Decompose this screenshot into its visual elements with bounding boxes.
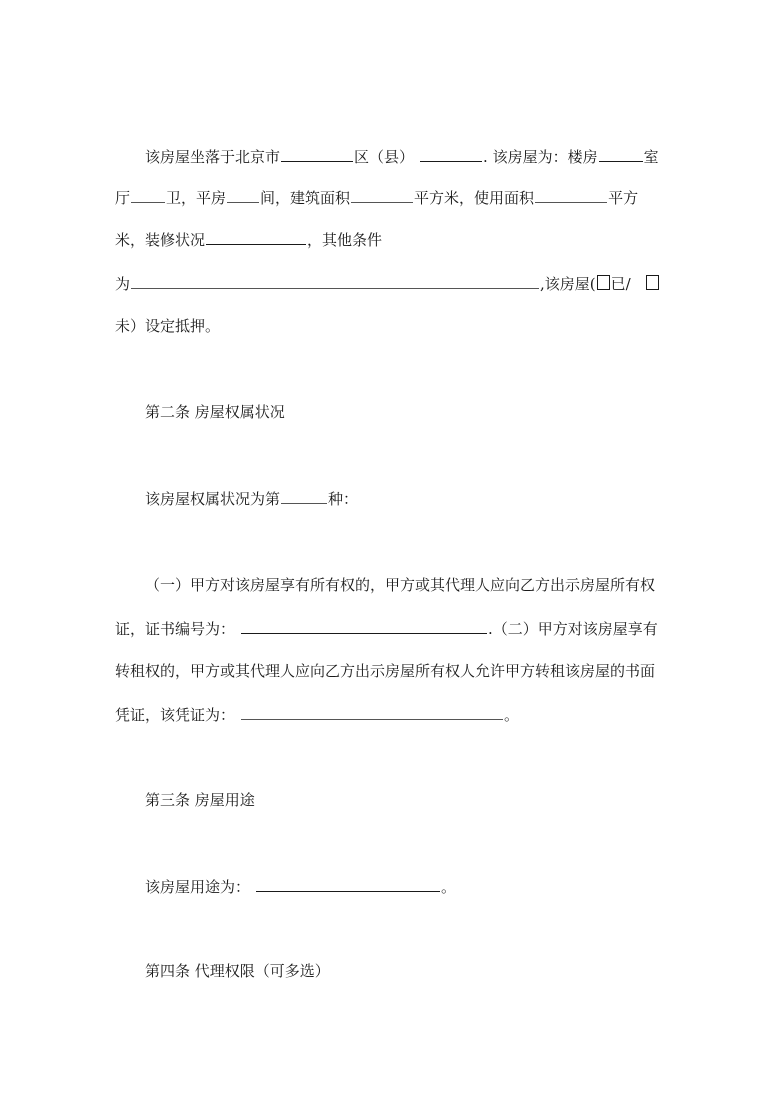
text: 。: [441, 878, 457, 896]
building-area-blank[interactable]: [351, 186, 413, 203]
location-line: [145, 145, 659, 167]
text: 平方米，使用面积: [414, 189, 535, 207]
rooms-blank[interactable]: [599, 145, 643, 162]
text: 该房屋用途为：: [145, 878, 251, 896]
text: 。: [504, 706, 520, 724]
usable-area-blank[interactable]: [535, 186, 607, 203]
text: 种：: [328, 490, 359, 508]
mortgage-line: [115, 315, 220, 337]
text: 该房屋权属状况为第: [145, 490, 281, 508]
voucher-blank[interactable]: [241, 703, 503, 720]
bungalow-blank[interactable]: [227, 186, 259, 203]
text: 平方: [608, 189, 639, 207]
text: 米，装修状况: [115, 231, 206, 249]
text: 卫，平房: [166, 189, 227, 207]
text: 室: [643, 148, 659, 166]
text: . 该房屋为：楼房: [483, 148, 598, 166]
article-3-title: 第三条 房屋用途: [145, 791, 255, 809]
ownership-para-line4: [115, 703, 519, 725]
text: ，其他条件: [307, 231, 383, 249]
decoration-line: [115, 228, 382, 250]
text: 为: [115, 275, 131, 293]
ownership-para-line1: （一）甲方对该房屋享有所有权的，甲方或其代理人应向乙方出示房屋所有权: [145, 576, 656, 594]
article-4-title: 第四条 代理权限（可多选）: [145, 962, 330, 980]
text: 该房屋坐落于北京市: [145, 148, 281, 166]
text: ,该房屋(: [540, 275, 596, 293]
ownership-para-line3: 转租权的，甲方或其代理人应向乙方出示房屋所有权人允许甲方转租该房屋的书面: [115, 662, 656, 680]
other-conditions-line: [115, 272, 660, 294]
district-blank[interactable]: [281, 145, 353, 162]
text: 间，建筑面积: [260, 189, 351, 207]
ownership-type-blank[interactable]: [281, 487, 327, 504]
mortgaged-checkbox[interactable]: [597, 275, 610, 290]
usage-line: [145, 875, 456, 897]
other-conditions-blank[interactable]: [131, 272, 539, 289]
text: 凭证，该凭证为：: [115, 706, 236, 724]
text: 区（县）: [354, 148, 415, 166]
not-mortgaged-checkbox[interactable]: [646, 275, 659, 290]
text: 厅: [115, 189, 131, 207]
text: 证，证书编号为：: [115, 620, 236, 638]
usage-blank[interactable]: [256, 875, 440, 892]
hall-blank[interactable]: [131, 186, 165, 203]
text: 已/: [610, 275, 631, 293]
rooms-line: [115, 186, 638, 208]
ownership-type-line: [145, 487, 358, 509]
decoration-blank[interactable]: [206, 228, 306, 245]
text: 未）设定抵押。: [115, 317, 221, 335]
certificate-number-blank[interactable]: [241, 617, 487, 634]
ownership-para-line2: [115, 617, 658, 639]
article-2-title: 第二条 房屋权属状况: [145, 403, 285, 421]
county-blank[interactable]: [420, 145, 482, 162]
text: .（二）甲方对该房屋享有: [488, 620, 658, 638]
